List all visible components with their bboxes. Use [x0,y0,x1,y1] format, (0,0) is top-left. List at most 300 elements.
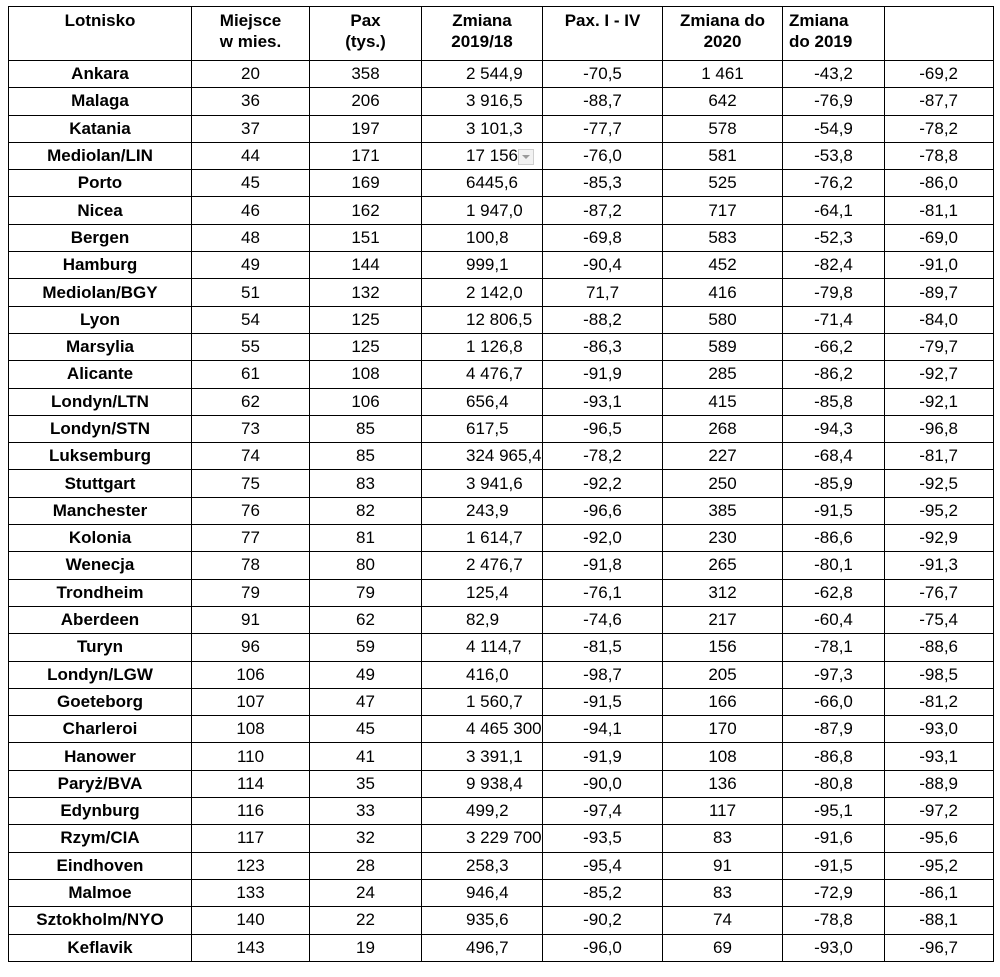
pax-cell: 85 [310,443,422,470]
table-row [9,197,994,224]
table-row [9,61,994,88]
change-2019-cell: -76,2 [783,170,885,197]
airport-name-cell: Nicea [9,197,192,224]
table-row [9,879,994,906]
pax-i-iv-cell: -69,8 [543,224,663,251]
airport-name-cell: Mediolan/LIN [9,142,192,169]
change-2019-cell: -71,4 [783,306,885,333]
table-row [9,279,994,306]
pax-cell: 81 [310,525,422,552]
pax-i-iv-cell: -90,0 [543,770,663,797]
change-2020-cell: 74 [663,907,783,934]
airport-name-cell: Marsylia [9,333,192,360]
change-2020-cell: 583 [663,224,783,251]
change-2020-cell: 312 [663,579,783,606]
airport-name-cell: Porto [9,170,192,197]
rank-cell: 49 [192,252,310,279]
change-2019-cell: -64,1 [783,197,885,224]
rank-cell: 46 [192,197,310,224]
last-value-cell: -96,7 [885,934,994,961]
pax-cell: 19 [310,934,422,961]
change-2020-cell: 1 461 [663,61,783,88]
change-2019-18-cell: 9 938,4 [422,770,543,797]
airport-name-cell: Turyn [9,634,192,661]
airport-name-cell: Luksemburg [9,443,192,470]
change-2019-cell: -79,8 [783,279,885,306]
pax-cell: 33 [310,798,422,825]
change-2020-cell: 717 [663,197,783,224]
change-2020-cell: 385 [663,497,783,524]
last-value-cell: -87,7 [885,88,994,115]
change-2019-cell: -91,5 [783,852,885,879]
airport-name-cell: Londyn/LGW [9,661,192,688]
change-2019-cell: -93,0 [783,934,885,961]
airport-name-cell: Alicante [9,361,192,388]
pax-i-iv-cell: 71,7 [543,279,663,306]
rank-cell: 61 [192,361,310,388]
pax-cell: 85 [310,415,422,442]
table-row [9,907,994,934]
cell-dropdown-icon[interactable] [518,149,534,165]
pax-cell: 206 [310,88,422,115]
table-row [9,224,994,251]
pax-cell: 151 [310,224,422,251]
pax-i-iv-cell: -81,5 [543,634,663,661]
change-2019-cell: -78,8 [783,907,885,934]
pax-i-iv-cell: -93,5 [543,825,663,852]
change-2019-18-cell: 3 229 700 [422,825,543,852]
pax-i-iv-cell: -94,1 [543,716,663,743]
pax-cell: 35 [310,770,422,797]
last-value-cell: -69,0 [885,224,994,251]
airport-name-cell: Katania [9,115,192,142]
change-2019-18-cell: 935,6 [422,907,543,934]
airport-name-cell: Stuttgart [9,470,192,497]
rank-cell: 36 [192,88,310,115]
airport-name-cell: Keflavik [9,934,192,961]
rank-cell: 123 [192,852,310,879]
header-empty [885,7,994,61]
pax-i-iv-cell: -76,0 [543,142,663,169]
change-2019-cell: -85,8 [783,388,885,415]
table-row [9,634,994,661]
header-zmiana-do-2020: Zmiana do 2020 [663,7,783,61]
rank-cell: 107 [192,688,310,715]
change-2019-cell: -91,6 [783,825,885,852]
rank-cell: 77 [192,525,310,552]
last-value-cell: -69,2 [885,61,994,88]
change-2020-cell: 217 [663,606,783,633]
rank-cell: 55 [192,333,310,360]
change-2019-18-cell: 2 544,9 [422,61,543,88]
pax-cell: 108 [310,361,422,388]
rank-cell: 106 [192,661,310,688]
rank-cell: 75 [192,470,310,497]
change-2019-cell: -52,3 [783,224,885,251]
airport-name-cell: Sztokholm/NYO [9,907,192,934]
table-row [9,798,994,825]
change-2019-18-cell: 3 941,6 [422,470,543,497]
pax-cell: 24 [310,879,422,906]
change-2019-cell: -91,5 [783,497,885,524]
table-row [9,142,994,169]
airport-name-cell: Hamburg [9,252,192,279]
change-2019-cell: -62,8 [783,579,885,606]
change-2019-cell: -80,8 [783,770,885,797]
change-2019-cell: -60,4 [783,606,885,633]
change-2019-18-cell: 3 101,3 [422,115,543,142]
last-value-cell: -79,7 [885,333,994,360]
change-2019-cell: -76,9 [783,88,885,115]
change-2020-cell: 69 [663,934,783,961]
rank-cell: 140 [192,907,310,934]
airport-name-cell: Rzym/CIA [9,825,192,852]
last-value-cell: -88,6 [885,634,994,661]
rank-cell: 78 [192,552,310,579]
pax-cell: 62 [310,606,422,633]
change-2019-18-cell: 6445,6 [422,170,543,197]
change-2020-cell: 268 [663,415,783,442]
last-value-cell: -78,8 [885,142,994,169]
change-2019-cell: -80,1 [783,552,885,579]
change-2019-cell: -87,9 [783,716,885,743]
last-value-cell: -81,2 [885,688,994,715]
table-row [9,661,994,688]
change-2019-18-cell: 100,8 [422,224,543,251]
table-row [9,306,994,333]
change-2019-cell: -94,3 [783,415,885,442]
table-row [9,688,994,715]
change-2019-18-cell: 2 142,0 [422,279,543,306]
airport-name-cell: Lyon [9,306,192,333]
pax-i-iv-cell: -92,0 [543,525,663,552]
airport-name-cell: Londyn/LTN [9,388,192,415]
change-2020-cell: 580 [663,306,783,333]
last-value-cell: -75,4 [885,606,994,633]
pax-i-iv-cell: -96,0 [543,934,663,961]
change-2020-cell: 83 [663,879,783,906]
pax-cell: 125 [310,333,422,360]
table-row [9,934,994,961]
pax-cell: 83 [310,470,422,497]
pax-cell: 32 [310,825,422,852]
pax-i-iv-cell: -95,4 [543,852,663,879]
airport-name-cell: Eindhoven [9,852,192,879]
airport-name-cell: Paryż/BVA [9,770,192,797]
table-row [9,388,994,415]
change-2019-18-cell: 243,9 [422,497,543,524]
last-value-cell: -92,9 [885,525,994,552]
pax-i-iv-cell: -93,1 [543,388,663,415]
airport-traffic-table [8,6,994,962]
pax-i-iv-cell: -87,2 [543,197,663,224]
last-value-cell: -97,2 [885,798,994,825]
airport-name-cell: Trondheim [9,579,192,606]
rank-cell: 51 [192,279,310,306]
rank-cell: 62 [192,388,310,415]
change-2019-cell: -43,2 [783,61,885,88]
last-value-cell: -93,0 [885,716,994,743]
change-2020-cell: 108 [663,743,783,770]
change-2019-18-cell: 258,3 [422,852,543,879]
pax-i-iv-cell: -70,5 [543,61,663,88]
pax-i-iv-cell: -77,7 [543,115,663,142]
pax-i-iv-cell: -91,8 [543,552,663,579]
pax-cell: 49 [310,661,422,688]
rank-cell: 79 [192,579,310,606]
pax-i-iv-cell: -88,2 [543,306,663,333]
table-row [9,552,994,579]
change-2020-cell: 265 [663,552,783,579]
rank-cell: 110 [192,743,310,770]
table-row [9,606,994,633]
last-value-cell: -86,1 [885,879,994,906]
change-2020-cell: 230 [663,525,783,552]
airport-name-cell: Charleroi [9,716,192,743]
change-2019-cell: -85,9 [783,470,885,497]
change-2019-18-cell: 617,5 [422,415,543,442]
pax-cell: 45 [310,716,422,743]
table-row [9,470,994,497]
airport-name-cell: Malmoe [9,879,192,906]
last-value-cell: -84,0 [885,306,994,333]
table-row [9,770,994,797]
change-2019-18-cell: 1 126,8 [422,333,543,360]
airport-name-cell: Londyn/STN [9,415,192,442]
change-2019-cell: -82,4 [783,252,885,279]
change-2019-18-cell: 4 465 300 [422,716,543,743]
rank-cell: 108 [192,716,310,743]
change-2020-cell: 227 [663,443,783,470]
last-value-cell: -91,0 [885,252,994,279]
change-2019-18-cell: 496,7 [422,934,543,961]
rank-cell: 143 [192,934,310,961]
last-value-cell: -95,2 [885,852,994,879]
change-2019-cell: -66,2 [783,333,885,360]
last-value-cell: -91,3 [885,552,994,579]
rank-cell: 48 [192,224,310,251]
pax-i-iv-cell: -76,1 [543,579,663,606]
last-value-cell: -92,7 [885,361,994,388]
pax-cell: 106 [310,388,422,415]
table-row [9,333,994,360]
change-2020-cell: 581 [663,142,783,169]
table-row [9,415,994,442]
table-row [9,825,994,852]
pax-i-iv-cell: -98,7 [543,661,663,688]
pax-cell: 171 [310,142,422,169]
rank-cell: 133 [192,879,310,906]
change-2020-cell: 589 [663,333,783,360]
change-2019-18-cell: 17 156 [422,142,543,169]
last-value-cell: -96,8 [885,415,994,442]
pax-i-iv-cell: -96,6 [543,497,663,524]
change-2019-cell: -86,6 [783,525,885,552]
table-row [9,252,994,279]
table-row [9,716,994,743]
last-value-cell: -95,2 [885,497,994,524]
pax-cell: 22 [310,907,422,934]
last-value-cell: -86,0 [885,170,994,197]
pax-i-iv-cell: -96,5 [543,415,663,442]
change-2020-cell: 415 [663,388,783,415]
change-2019-cell: -68,4 [783,443,885,470]
pax-cell: 169 [310,170,422,197]
change-2019-18-cell: 4 114,7 [422,634,543,661]
pax-i-iv-cell: -74,6 [543,606,663,633]
pax-cell: 358 [310,61,422,88]
rank-cell: 73 [192,415,310,442]
pax-i-iv-cell: -88,7 [543,88,663,115]
last-value-cell: -92,1 [885,388,994,415]
last-value-cell: -78,2 [885,115,994,142]
change-2020-cell: 156 [663,634,783,661]
last-value-cell: -98,5 [885,661,994,688]
pax-cell: 162 [310,197,422,224]
last-value-cell: -76,7 [885,579,994,606]
pax-i-iv-cell: -90,4 [543,252,663,279]
airport-name-cell: Wenecja [9,552,192,579]
last-value-cell: -92,5 [885,470,994,497]
change-2020-cell: 250 [663,470,783,497]
rank-cell: 114 [192,770,310,797]
pax-i-iv-cell: -85,3 [543,170,663,197]
change-2019-18-cell: 1 560,7 [422,688,543,715]
pax-cell: 47 [310,688,422,715]
change-2019-cell: -53,8 [783,142,885,169]
airport-name-cell: Ankara [9,61,192,88]
airport-name-cell: Malaga [9,88,192,115]
change-2020-cell: 285 [663,361,783,388]
change-2019-18-cell: 125,4 [422,579,543,606]
rank-cell: 54 [192,306,310,333]
change-2020-cell: 642 [663,88,783,115]
rank-cell: 20 [192,61,310,88]
airport-name-cell: Edynburg [9,798,192,825]
change-2019-18-cell: 2 476,7 [422,552,543,579]
table-row [9,743,994,770]
pax-i-iv-cell: -92,2 [543,470,663,497]
change-2020-cell: 170 [663,716,783,743]
change-2019-18-cell: 4 476,7 [422,361,543,388]
table-row [9,443,994,470]
pax-cell: 79 [310,579,422,606]
change-2019-18-cell: 3 391,1 [422,743,543,770]
change-2019-cell: -86,2 [783,361,885,388]
change-2019-18-cell: 1 614,7 [422,525,543,552]
rank-cell: 116 [192,798,310,825]
change-2020-cell: 205 [663,661,783,688]
last-value-cell: -88,1 [885,907,994,934]
table-row [9,361,994,388]
rank-cell: 91 [192,606,310,633]
pax-i-iv-cell: -91,9 [543,743,663,770]
change-2019-cell: -66,0 [783,688,885,715]
header-row [9,7,994,61]
table-row [9,115,994,142]
change-2020-cell: 83 [663,825,783,852]
pax-i-iv-cell: -91,9 [543,361,663,388]
pax-i-iv-cell: -86,3 [543,333,663,360]
change-2020-cell: 525 [663,170,783,197]
header-pax-i-iv: Pax. I - IV [543,7,663,61]
rank-cell: 76 [192,497,310,524]
change-2019-18-cell: 324 965,4 [422,443,543,470]
pax-cell: 197 [310,115,422,142]
airport-name-cell: Aberdeen [9,606,192,633]
table-row [9,852,994,879]
change-2020-cell: 166 [663,688,783,715]
rank-cell: 74 [192,443,310,470]
last-value-cell: -81,7 [885,443,994,470]
pax-cell: 132 [310,279,422,306]
change-2019-18-cell: 999,1 [422,252,543,279]
change-2020-cell: 117 [663,798,783,825]
pax-i-iv-cell: -85,2 [543,879,663,906]
last-value-cell: -88,9 [885,770,994,797]
pax-cell: 59 [310,634,422,661]
header-pax: Pax (tys.) [310,7,422,61]
airport-name-cell: Hanower [9,743,192,770]
pax-cell: 125 [310,306,422,333]
change-2019-18-cell: 416,0 [422,661,543,688]
header-miejsce: Miejsce w mies. [192,7,310,61]
header-zmiana-2019-18: Zmiana 2019/18 [422,7,543,61]
change-2019-18-cell: 1 947,0 [422,197,543,224]
table-row [9,170,994,197]
pax-cell: 144 [310,252,422,279]
change-2019-cell: -97,3 [783,661,885,688]
pax-cell: 82 [310,497,422,524]
header-lotnisko: Lotnisko [9,7,192,61]
change-2019-cell: -72,9 [783,879,885,906]
change-2019-18-cell: 3 916,5 [422,88,543,115]
last-value-cell: -89,7 [885,279,994,306]
change-2019-18-cell: 656,4 [422,388,543,415]
change-2019-18-cell: 12 806,5 [422,306,543,333]
pax-cell: 80 [310,552,422,579]
change-2020-cell: 91 [663,852,783,879]
pax-cell: 28 [310,852,422,879]
table-row [9,579,994,606]
change-2019-cell: -95,1 [783,798,885,825]
rank-cell: 45 [192,170,310,197]
airport-name-cell: Bergen [9,224,192,251]
airport-name-cell: Manchester [9,497,192,524]
pax-i-iv-cell: -78,2 [543,443,663,470]
airport-name-cell: Kolonia [9,525,192,552]
change-2019-18-cell: 946,4 [422,879,543,906]
pax-i-iv-cell: -90,2 [543,907,663,934]
table-row [9,88,994,115]
header-zmiana-do-2019: Zmiana do 2019 [783,7,885,61]
rank-cell: 96 [192,634,310,661]
table-body [9,61,994,962]
pax-i-iv-cell: -97,4 [543,798,663,825]
airport-name-cell: Goeteborg [9,688,192,715]
change-2020-cell: 578 [663,115,783,142]
airport-name-cell: Mediolan/BGY [9,279,192,306]
change-2020-cell: 416 [663,279,783,306]
change-2020-cell: 452 [663,252,783,279]
rank-cell: 44 [192,142,310,169]
pax-i-iv-cell: -91,5 [543,688,663,715]
change-2019-18-cell: 82,9 [422,606,543,633]
change-2020-cell: 136 [663,770,783,797]
change-2019-18-cell: 499,2 [422,798,543,825]
change-2019-cell: -86,8 [783,743,885,770]
change-2019-cell: -54,9 [783,115,885,142]
